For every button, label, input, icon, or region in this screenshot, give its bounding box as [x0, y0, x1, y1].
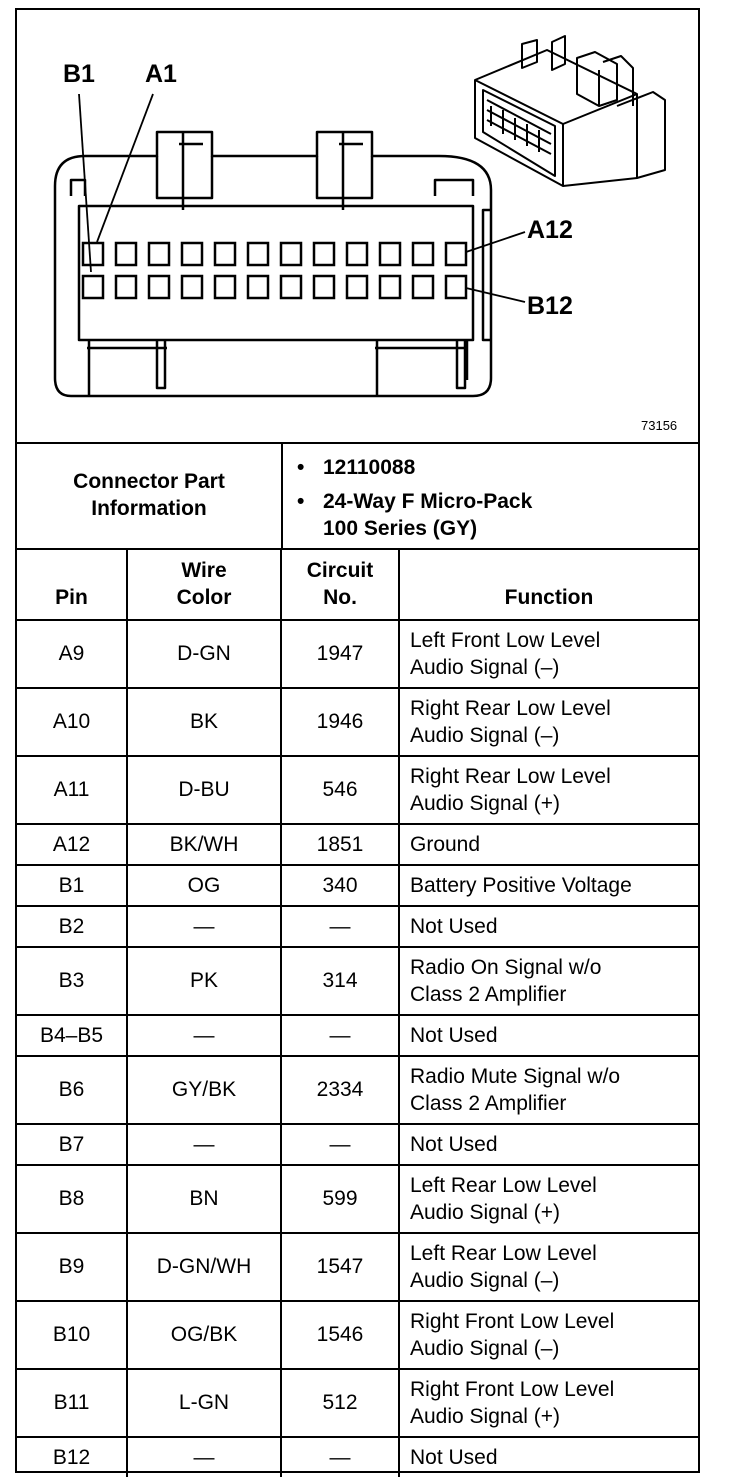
cell-pin: B4–B5 — [17, 1015, 127, 1056]
info-label-line2: Information — [91, 497, 207, 520]
table-row — [17, 1015, 698, 1056]
cell-wire-color: BK — [127, 688, 281, 756]
table-row — [17, 1369, 698, 1437]
cell-function: Left Rear Low Level Audio Signal (–) — [399, 1233, 698, 1301]
connector-drawing — [17, 10, 698, 442]
cell-function: Radio On Signal w/o Class 2 Amplifier — [399, 947, 698, 1015]
cell-circuit: 1851 — [281, 824, 399, 865]
cell-circuit: 314 — [281, 947, 399, 1015]
cell-pin: B1 — [17, 865, 127, 906]
description-line2: 100 Series (GY) — [323, 517, 478, 540]
cell-wire-color: PK — [127, 947, 281, 1015]
pin-cavities — [83, 243, 466, 298]
cell-circuit: — — [281, 1124, 399, 1165]
cell-pin: B3 — [17, 947, 127, 1015]
cell-wire-color: OG/BK — [127, 1301, 281, 1369]
cell-pin: B9 — [17, 1233, 127, 1301]
cell-function: Battery Positive Voltage — [399, 865, 698, 906]
callout-a1: A1 — [145, 60, 177, 88]
cell-pin: A11 — [17, 756, 127, 824]
cell-circuit: — — [281, 1437, 399, 1477]
table-row — [17, 1056, 698, 1124]
cell-function: Left Rear Low Level Audio Signal (+) — [399, 1165, 698, 1233]
table-row — [17, 1233, 698, 1301]
table-row — [17, 865, 698, 906]
cell-wire-color: GY/BK — [127, 1056, 281, 1124]
table-row — [17, 906, 698, 947]
cell-wire-color: — — [127, 1015, 281, 1056]
cell-pin: B11 — [17, 1369, 127, 1437]
cell-wire-color: L-GN — [127, 1369, 281, 1437]
cell-pin: B7 — [17, 1124, 127, 1165]
cell-circuit: 1947 — [281, 620, 399, 688]
cell-wire-color: — — [127, 906, 281, 947]
cell-circuit: 1546 — [281, 1301, 399, 1369]
cell-circuit: 512 — [281, 1369, 399, 1437]
cell-function: Right Rear Low Level Audio Signal (+) — [399, 756, 698, 824]
cell-function: Right Front Low Level Audio Signal (–) — [399, 1301, 698, 1369]
table-row — [17, 688, 698, 756]
cell-pin: B12 — [17, 1437, 127, 1477]
cell-wire-color: D-BU — [127, 756, 281, 824]
cell-function: Right Front Low Level Audio Signal (+) — [399, 1369, 698, 1437]
callout-b12: B12 — [527, 292, 573, 320]
cell-wire-color: D-GN — [127, 620, 281, 688]
connector-sheet — [15, 8, 700, 1473]
cell-wire-color: BK/WH — [127, 824, 281, 865]
cell-wire-color: — — [127, 1124, 281, 1165]
connector-part-info — [17, 442, 698, 550]
cell-pin: A10 — [17, 688, 127, 756]
cell-function: Not Used — [399, 1124, 698, 1165]
callout-b1: B1 — [63, 60, 95, 88]
cell-function: Ground — [399, 824, 698, 865]
cell-circuit: — — [281, 1015, 399, 1056]
callout-a12: A12 — [527, 216, 573, 244]
info-label-line1: Connector Part — [73, 470, 225, 493]
connector-description — [297, 488, 533, 542]
cell-pin: B6 — [17, 1056, 127, 1124]
cell-pin: B10 — [17, 1301, 127, 1369]
connector-3d-view — [475, 36, 665, 186]
cell-function: Right Rear Low Level Audio Signal (–) — [399, 688, 698, 756]
table-row — [17, 947, 698, 1015]
cell-circuit: 1946 — [281, 688, 399, 756]
connector-info-label — [17, 442, 283, 548]
cell-circuit: 1547 — [281, 1233, 399, 1301]
bullet-icon: • — [297, 490, 305, 513]
cell-function: Left Front Low Level Audio Signal (–) — [399, 620, 698, 688]
callout-leaders — [79, 94, 525, 302]
cell-function: Not Used — [399, 1437, 698, 1477]
figure-id: 73156 — [641, 418, 678, 433]
table-row — [17, 1437, 698, 1477]
connector-diagram — [17, 10, 698, 444]
pinout-table — [17, 548, 698, 1477]
cell-pin: B8 — [17, 1165, 127, 1233]
cell-circuit: 2334 — [281, 1056, 399, 1124]
cell-wire-color: D-GN/WH — [127, 1233, 281, 1301]
header-wire-color: Wire Color — [127, 549, 281, 620]
cell-circuit: 546 — [281, 756, 399, 824]
part-number — [297, 454, 416, 481]
cell-wire-color: — — [127, 1437, 281, 1477]
cell-pin: A9 — [17, 620, 127, 688]
table-row — [17, 1124, 698, 1165]
table-row — [17, 756, 698, 824]
bullet-icon: • — [297, 456, 305, 479]
description-line1: 24-Way F Micro-Pack — [323, 490, 533, 513]
cell-pin: A12 — [17, 824, 127, 865]
connector-info-list — [283, 442, 698, 548]
part-number-value: 12110088 — [323, 456, 416, 479]
table-header-row — [17, 549, 698, 620]
cell-circuit: — — [281, 906, 399, 947]
header-function: Function — [399, 549, 698, 620]
table-row — [17, 620, 698, 688]
table-row — [17, 824, 698, 865]
table-row — [17, 1165, 698, 1233]
cell-pin: B2 — [17, 906, 127, 947]
cell-function: Not Used — [399, 906, 698, 947]
header-pin: Pin — [17, 549, 127, 620]
cell-function: Radio Mute Signal w/o Class 2 Amplifier — [399, 1056, 698, 1124]
cell-circuit: 599 — [281, 1165, 399, 1233]
table-row — [17, 1301, 698, 1369]
header-circuit-no: Circuit No. — [281, 549, 399, 620]
cell-function: Not Used — [399, 1015, 698, 1056]
cell-wire-color: BN — [127, 1165, 281, 1233]
cell-wire-color: OG — [127, 865, 281, 906]
cell-circuit: 340 — [281, 865, 399, 906]
